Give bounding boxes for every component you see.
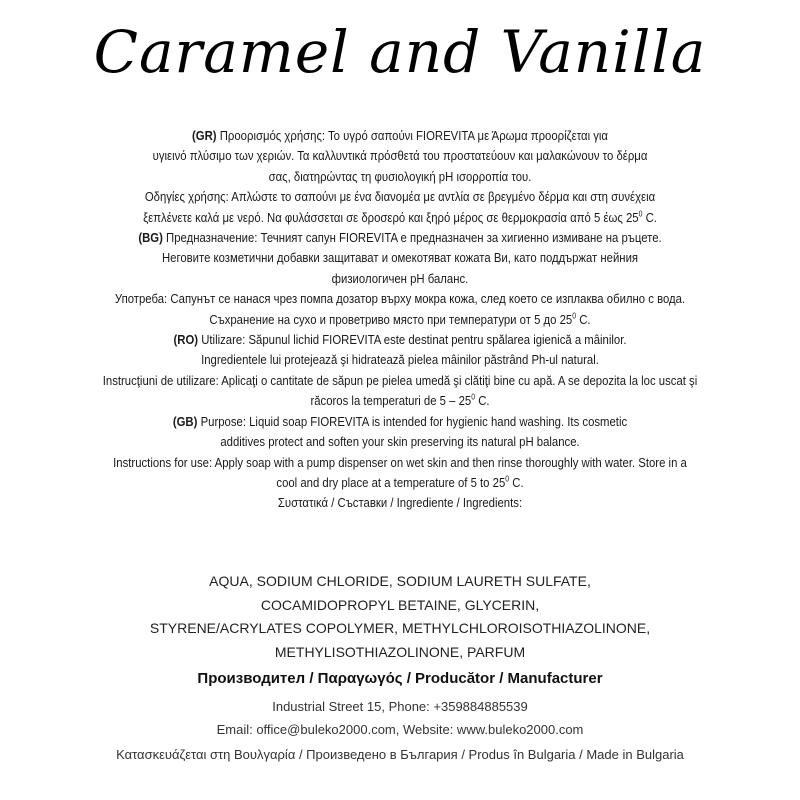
degree-mark: 0 [471, 392, 476, 402]
lang-code-bg: (BG) [138, 230, 163, 246]
gr-line-1: (GR) Προορισμός χρήσης: Το υγρό σαπούνι FIOREVITA με Άρωμα προορίζεται για [192, 128, 608, 143]
bg-line-2: Неговите козметични добавки защитават и омекотяват кожата Ви, като поддържат нейния [161, 250, 639, 266]
ingredients-line: COCAMIDOPROPYL BETAINE, GLYCERIN, [260, 596, 540, 613]
gr-line-3: σας, διατηρώντας τη φυσιολογική pH ισορροπία του. [268, 168, 532, 184]
manufacturer-heading: Производител / Παραγωγός / Producător / Manufacturer [197, 670, 603, 687]
lang-code-gr: (GR) [192, 128, 217, 143]
ingredients-header: Συστατικά / Съставки / Ingrediente / Ingredients: [277, 495, 523, 511]
lang-code-gb: (GB) [172, 413, 198, 429]
manufacturer-contact: Email: office@buleko2000.com, Website: www.buleko2000.com [216, 722, 584, 737]
gb-line-4: cool and dry place at a temperature of 5 to $25^0$ C. [276, 474, 524, 490]
ingredients-list [0, 570, 800, 664]
bg-line-4: Употреба: Сапунът се нанася чрез помпа дозатор върху мокра кожа, след което се изплаква обилно с вода. [114, 291, 686, 307]
product-title: Caramel and Vanilla [93, 18, 707, 86]
degree-mark: 0 [505, 474, 510, 484]
lang-code-ro: (RO) [173, 332, 199, 348]
gr-line-5: ξεπλένετε καλά με νερό. Να φυλάσσεται σε δροσερό και ξηρό μέρος σε θερμοκρασία από 5 έως $25^0$ C. [143, 209, 657, 225]
ingredients-line: METHYLISOTHIAZOLINONE, PARFUM [274, 643, 526, 660]
manufacturer-address: Industrial Street 15, Phone: +359884885539 [272, 699, 528, 714]
bg-line-3: физиологичен pH баланс. [331, 270, 469, 286]
gb-line-2: additives protect and soften your skin preserving its natural pH balance. [220, 434, 580, 450]
gr-line-2: υγιεινό πλύσιμο των χεριών. Τα καλλυντικά πρόσθετά του προστατεύουν και μαλακώνουν το δέρμα [152, 148, 648, 164]
ingredients-line: AQUA, SODIUM CHLORIDE, SODIUM LAURETH SULFATE, [209, 573, 591, 589]
ro-line-3: Instrucţiuni de utilizare: Aplicaţi o cantitate de săpun pe pielea umedă şi clătiţi bine cu apă. A se depozita la loc uscat şi [102, 372, 698, 388]
ingredients-line: STYRENE/ACRYLATES COPOLYMER, METHYLCHLOROISOTHIAZOLINONE, [149, 620, 651, 636]
gb-line-1: (GB) Purpose: Liquid soap FIOREVITA is intended for hygienic hand washing. Its cosmetic [172, 413, 628, 429]
degree-mark: 0 [638, 209, 643, 219]
bg-line-5: Съхранение на сухо и проветриво място при температури от 5 до $25^0$ C. [209, 311, 591, 327]
instructions-text [90, 126, 709, 514]
degree-mark: 0 [572, 311, 577, 321]
ro-line-4: răcoros la temperaturi de $5 - 25^0$ C. [310, 392, 490, 409]
ro-line-2: Ingredientele lui protejează şi hidratează pielea mâinilor păstrând Ph-ul natural. [201, 352, 599, 368]
gr-line-4: Οδηγίες χρήσης: Απλώστε το σαπούνι με ένα διανομέα με αντλία σε βρεγμένο δέρμα και στη συνέχεια [144, 189, 656, 205]
ro-line-1: (RO) Utilizare: Săpunul lichid FIOREVITA este destinat pentru spălarea igienică a mâinilor. [173, 332, 627, 348]
country-of-origin: Κατασκευάζεται στη Βουλγαρία / Произведено в България / Produs în Bulgaria / Made in Bulgaria [116, 747, 684, 762]
gb-line-3: Instructions for use: Apply soap with a pump dispenser on wet skin and then rinse thoroughly with water. Store in a [113, 454, 687, 470]
bg-line-1: (BG) Предназначение: Течният сапун FIOREVITA е предназначен за хигиенно измиване на ръцете. [138, 230, 662, 246]
